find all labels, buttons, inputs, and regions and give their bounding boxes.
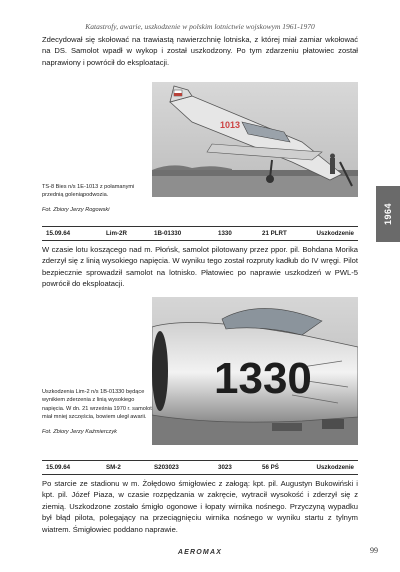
footer-logo: AEROMAX [177, 549, 223, 556]
photo-ts8-bies [152, 82, 358, 197]
data-status: Uszkodzenie [316, 464, 354, 471]
data-row [42, 460, 358, 475]
caption-text: TS-8 Bies n/s 1E-1013 z połamanymi przednią goleniąpodwozia. [42, 184, 135, 199]
data-status: Uszkodzenie [316, 230, 354, 237]
running-head: Katastrofy, awarie, uszkodzenie w polskim lotnictwie wojskowym 1961-1970 [85, 22, 315, 31]
data-type: Lim-2R [106, 230, 127, 237]
data-unit: 56 PŚ [262, 464, 279, 471]
caption-photo-2 [42, 388, 152, 436]
caption-photo-1 [42, 183, 152, 214]
photo2-marking: 1330 [214, 354, 312, 403]
photo1-marking: 1013 [220, 120, 241, 130]
paragraph-3: Po starcie ze stadionu w m. Żołędowo śmigłowiec z załogą: kpt. pil. Augustyn Bukowiński i kpt. pil. Józef Piaza, w czasie rozpędzania w zakręcie, wytracił wysokość i zderzył się z ziemią. Uszkodzone zostało śmigło ogonowe i łopaty wirnika nośnego. Przyczyną wypadku był błąd pilota, polegający na przeciągnięciu wirnika nośnego w wyniku startu z tylnym wiatrem. Śmigłowiec poddano naprawie. [42, 479, 358, 534]
caption-credit: Fot. Zbiory Jerzy Kaźmierczyk [42, 428, 117, 435]
photo-lim2 [152, 297, 358, 445]
year-tab-label: 1964 [383, 202, 393, 226]
data-number: 3023 [218, 464, 232, 471]
caption-credit: Fot. Zbiory Jerzy Rogowski [42, 206, 110, 213]
data-date: 15.09.64 [46, 464, 71, 471]
paragraph-1: Zdecydował się skołować na trawiastą nawierzchnię lotniska, z której miał zamiar wkołować na DS. Samolot wpadł w wykop i został uszkodzony. Po tym zdarzeniu płatowiec został naprawiony i powrócił do eksploatacji. [42, 35, 358, 67]
year-tab [376, 186, 400, 242]
page-number: 99 [370, 546, 378, 555]
data-type: SM-2 [106, 464, 121, 471]
paragraph-2: W czasie lotu koszącego nad m. Płońsk, samolot pilotowany przez ppor. pil. Bohdana Morika zderzył się z linią wysokiego napięcia. W wyniku tego został rozpruty kadłub do IV wręgi. Pilot bezpiecznie sprowadził samolot na lotnisko. Płatowiec po naprawie uszkodzeń w PWL-5 powrócił do eksploatacji. [42, 245, 358, 289]
caption-text: Uszkodzenia Lim-2 n/s 1B-01330 będące wynikiem zderzenia z linią wysokiego napięcia. W dn. 21 września 1970 r. samolot miał mniej szczęścia, bowiem uległ awarii. [42, 389, 152, 421]
data-number: 1330 [218, 230, 232, 237]
data-unit: 21 PLRT [262, 230, 287, 237]
data-serial: 1B-01330 [154, 230, 182, 237]
data-row [42, 226, 358, 241]
data-date: 15.09.64 [46, 230, 71, 237]
data-serial: S203023 [154, 464, 179, 471]
